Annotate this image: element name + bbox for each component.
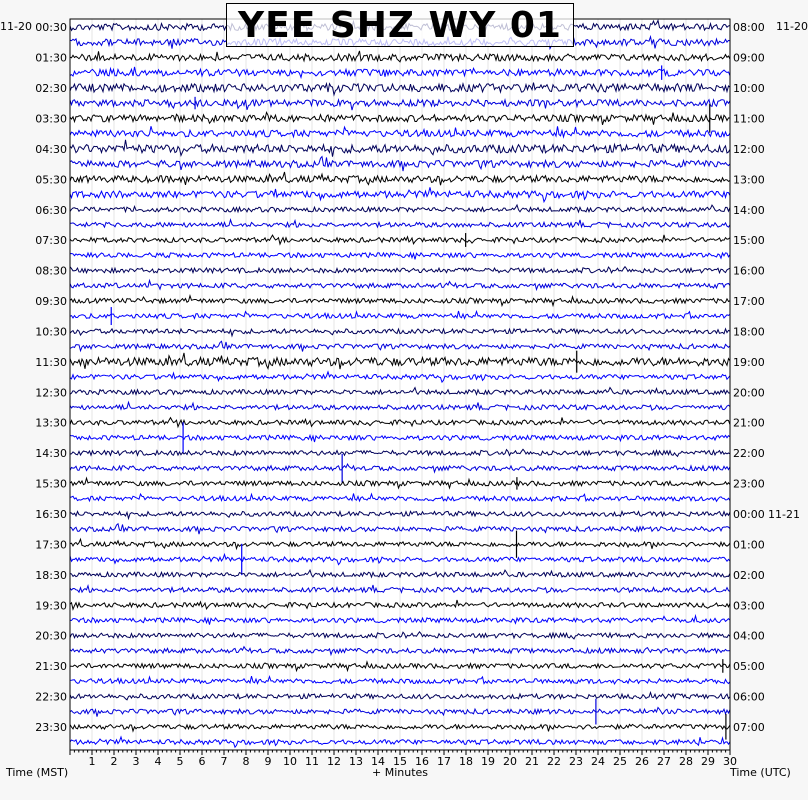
right-time-label: 22:00 xyxy=(733,447,765,461)
x-tick-label: 18 xyxy=(459,755,473,768)
date-right-label: 11-20 xyxy=(776,20,808,33)
left-time-label: 03:30 xyxy=(35,112,67,126)
left-time-label: 16:30 xyxy=(35,508,67,522)
x-tick-label: 11 xyxy=(305,755,319,768)
x-tick-label: 17 xyxy=(437,755,451,768)
right-time-label: 08:00 xyxy=(733,21,765,35)
right-time-label: 15:00 xyxy=(733,234,765,248)
x-tick-label: 6 xyxy=(198,755,206,768)
x-tick-label: 19 xyxy=(481,755,495,768)
x-axis-right-label: Time (UTC) xyxy=(730,766,791,779)
date-left-label: 11-20 xyxy=(0,20,32,33)
x-tick-label: 25 xyxy=(613,755,627,768)
left-time-label: 04:30 xyxy=(35,142,67,156)
x-tick-label: 2 xyxy=(110,755,118,768)
left-time-label: 14:30 xyxy=(35,447,67,461)
right-time-label: 17:00 xyxy=(733,295,765,309)
right-time-label: 18:00 xyxy=(733,325,765,339)
x-tick-label: 3 xyxy=(132,755,140,768)
x-tick-label: 1 xyxy=(88,755,96,768)
x-tick-label: 14 xyxy=(371,755,385,768)
x-tick-label: 12 xyxy=(327,755,341,768)
x-axis-left-label: Time (MST) xyxy=(6,766,69,779)
right-time-label: 11:00 xyxy=(733,112,765,126)
x-tick-label: 7 xyxy=(220,755,228,768)
left-time-label: 17:30 xyxy=(35,538,67,552)
x-tick-label: 21 xyxy=(525,755,539,768)
right-time-label: 05:00 xyxy=(733,660,765,674)
left-time-label: 13:30 xyxy=(35,416,67,430)
right-time-label: 19:00 xyxy=(733,355,765,369)
left-time-label: 01:30 xyxy=(35,51,67,65)
x-tick-label: 27 xyxy=(657,755,671,768)
x-tick-label: 28 xyxy=(679,755,693,768)
left-time-label: 05:30 xyxy=(35,173,67,187)
right-time-label: 04:00 xyxy=(733,629,765,643)
x-tick-label: 13 xyxy=(349,755,363,768)
left-time-label: 09:30 xyxy=(35,295,67,309)
x-tick-label: 24 xyxy=(591,755,605,768)
right-time-label: 09:00 xyxy=(733,51,765,65)
x-tick-label: 4 xyxy=(154,755,162,768)
left-time-label: 06:30 xyxy=(35,203,67,217)
x-tick-label: 23 xyxy=(569,755,583,768)
right-time-label: 21:00 xyxy=(733,416,765,430)
x-tick-label: 16 xyxy=(415,755,429,768)
left-time-label: 23:30 xyxy=(35,721,67,734)
left-time-label: 15:30 xyxy=(35,477,67,491)
x-tick-label: 10 xyxy=(283,755,297,768)
right-time-label: 06:00 xyxy=(733,690,765,704)
left-time-label: 18:30 xyxy=(35,568,67,582)
left-time-label: 07:30 xyxy=(35,234,67,248)
left-time-label: 10:30 xyxy=(35,325,67,339)
x-tick-label: 30 xyxy=(723,755,737,768)
right-time-label: 14:00 xyxy=(733,203,765,217)
left-time-label: 02:30 xyxy=(35,82,67,96)
date-marker-label: 11-21 xyxy=(768,508,800,522)
station-title-box xyxy=(226,3,574,47)
x-tick-label: 5 xyxy=(176,755,184,768)
x-tick-label: 22 xyxy=(547,755,561,768)
right-time-label: 20:00 xyxy=(733,386,765,400)
left-time-label: 12:30 xyxy=(35,386,67,400)
left-time-label: 00:30 xyxy=(35,21,67,35)
right-time-label: 10:00 xyxy=(733,82,765,96)
right-time-label: 01:00 xyxy=(733,538,765,552)
x-tick-label: 29 xyxy=(701,755,715,768)
right-time-label: 00:00 xyxy=(733,508,765,522)
right-time-label: 03:00 xyxy=(733,599,765,613)
x-tick-label: 8 xyxy=(242,755,250,768)
station-title: YEE SHZ WY 01 xyxy=(238,4,562,46)
left-time-label: 11:30 xyxy=(35,355,67,369)
x-tick-label: 9 xyxy=(264,755,272,768)
x-tick-label: 15 xyxy=(393,755,407,768)
x-axis-center-label: + Minutes xyxy=(372,766,429,779)
right-time-label: 23:00 xyxy=(733,477,765,491)
left-time-label: 22:30 xyxy=(35,690,67,704)
left-time-label: 21:30 xyxy=(35,660,67,674)
right-time-label: 12:00 xyxy=(733,142,765,156)
left-time-label: 19:30 xyxy=(35,599,67,613)
right-time-label: 16:00 xyxy=(733,264,765,278)
left-time-label: 20:30 xyxy=(35,629,67,643)
right-time-label: 07:00 xyxy=(733,721,765,734)
x-tick-label: 26 xyxy=(635,755,649,768)
x-tick-label: 20 xyxy=(503,755,517,768)
left-time-label: 08:30 xyxy=(35,264,67,278)
right-time-label: 02:00 xyxy=(733,568,765,582)
right-time-label: 13:00 xyxy=(733,173,765,187)
